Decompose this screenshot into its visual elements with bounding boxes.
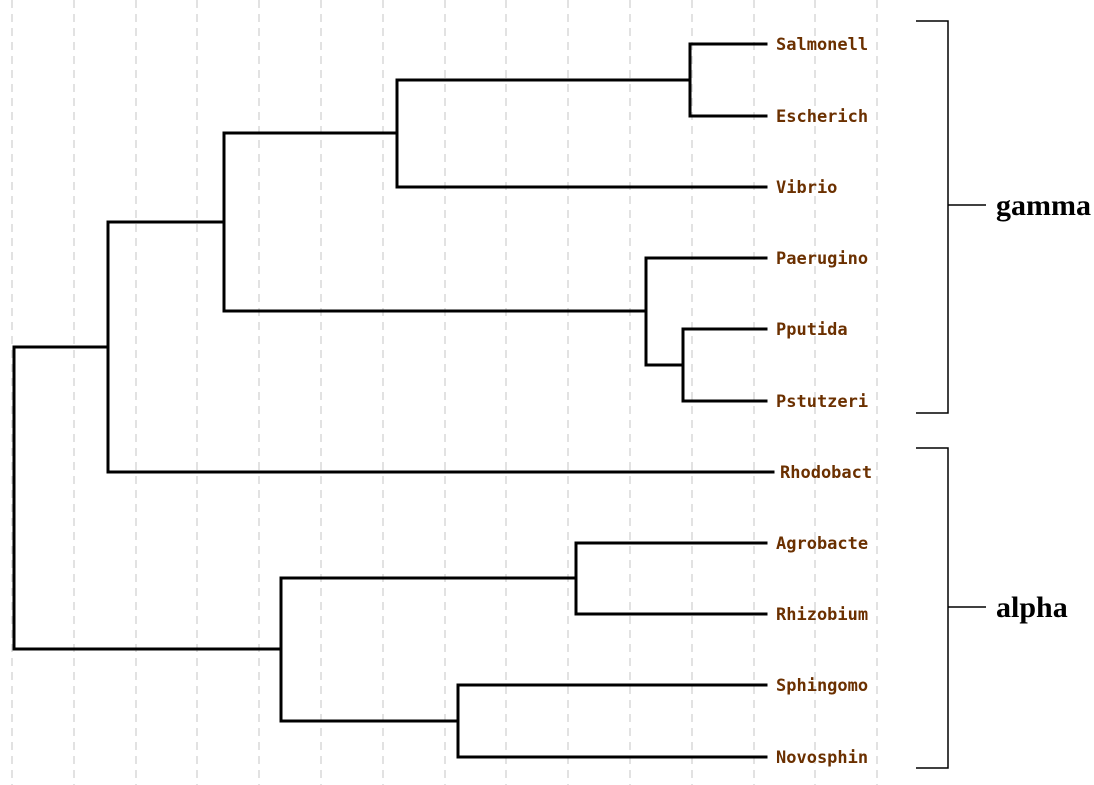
leaf-label-paerugino: Paerugino	[776, 249, 869, 269]
grid-lines	[12, 0, 877, 785]
alpha-bracket	[916, 448, 948, 768]
group-brackets	[916, 21, 1091, 768]
group-label-alpha: alpha	[996, 591, 1068, 624]
leaf-label-pputida: Pputida	[776, 320, 848, 340]
gamma-bracket	[916, 21, 948, 413]
tree-branches	[14, 44, 773, 757]
leaf-label-pstutzeri: Pstutzeri	[776, 392, 869, 412]
group-label-gamma: gamma	[996, 189, 1091, 222]
leaf-label-novosphin: Novosphin	[776, 748, 869, 768]
leaf-label-sphingomo: Sphingomo	[776, 676, 869, 696]
leaf-label-salmonell: Salmonell	[776, 35, 869, 55]
leaf-label-escherich: Escherich	[776, 107, 869, 127]
leaf-label-vibrio: Vibrio	[776, 178, 838, 198]
leaf-label-rhodobact: Rhodobact	[780, 463, 873, 483]
leaf-label-rhizobium: Rhizobium	[776, 605, 869, 625]
leaf-labels	[776, 35, 872, 768]
leaf-label-agrobacte: Agrobacte	[776, 534, 869, 554]
